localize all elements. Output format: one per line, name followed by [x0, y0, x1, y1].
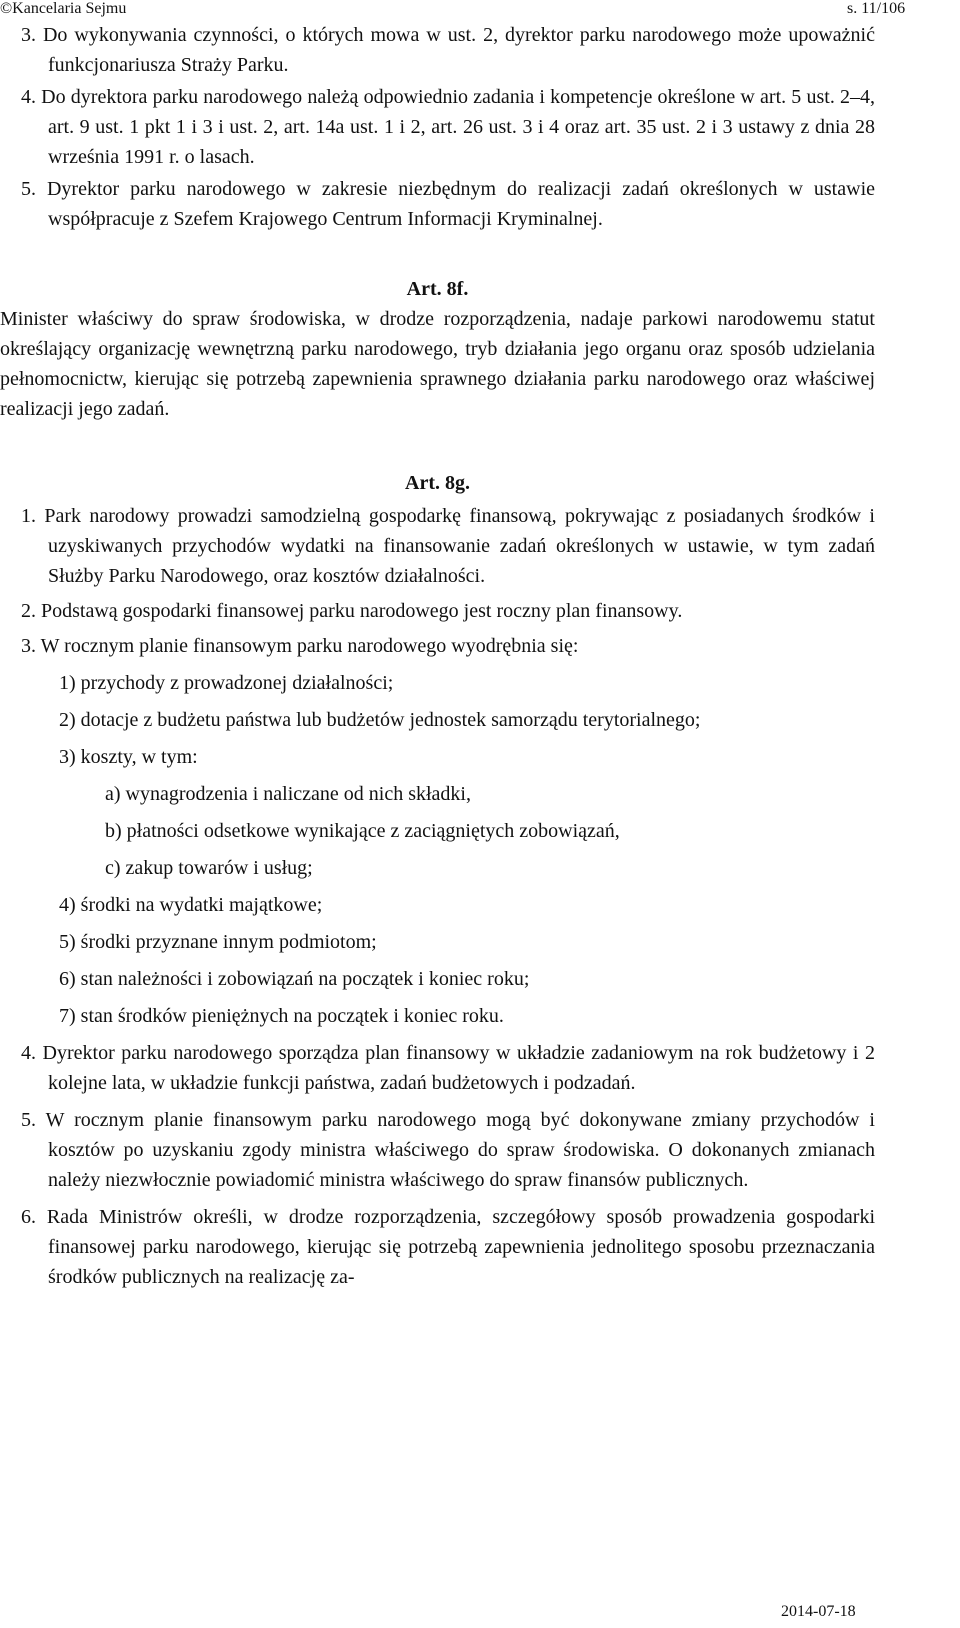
article-8g-par-2: 2. Podstawą gospodarki finansowej parku narodowego jest roczny plan finansowy.	[21, 600, 683, 622]
list-item: 7) stan środków pieniężnych na początek i koniec roku.	[59, 1005, 504, 1027]
list-item: 1) przychody z prowadzonej działalności;	[59, 672, 394, 694]
list-item: 4) środki na wydatki majątkowe;	[59, 894, 323, 916]
article-8f-text: Minister właściwy do spraw środowiska, w drodze rozporządzenia, nadaje parkowi narodowemu statut określający organizację wewnętrzną parku narodowego, tryb działania jego organu oraz sposób udzielania pełnomocnictw, kierując się potrzebą zapewnienia sprawnego działania parku narodowego oraz właściwej realizacji jego zadań.	[0, 308, 875, 420]
article-8g-par-1: 1. Park narodowy prowadzi samodzielną gospodarkę finansową, pokrywając z posiadanych środków i uzyskiwanych przychodów wydatki na finansowanie zadań określonych w ustawie, w tym zadań Służby Parku Narodowego, oraz kosztów działalności.	[21, 505, 875, 587]
article-8g-par-4: 4. Dyrektor parku narodowego sporządza plan finansowy w układzie zadaniowym na rok budżetowy i 2 kolejne lata, w układzie funkcji państwa, zadań budżetowych i podzadań.	[21, 1042, 875, 1094]
list-item: 5) środki przyznane innym podmiotom;	[59, 931, 377, 953]
header-page-number: s. 11/106	[847, 0, 906, 17]
sub-list-item: a) wynagrodzenia i naliczane od nich składki,	[105, 783, 471, 805]
article-8g-heading: Art. 8g.	[405, 472, 470, 494]
paragraph-4: 4. Do dyrektora parku narodowego należą odpowiednio zadania i kompetencje określone w art. 5 ust. 2–4, art. 9 ust. 1 pkt 1 i 3 i ust. 2, art. 14a ust. 1 i 2, art. 26 ust. 3 i 4 oraz art. 35 ust. 2 i 3 ustawy z dnia 28 września 1991 r. o lasach.	[21, 86, 875, 168]
article-8g-par-5: 5. W rocznym planie finansowym parku narodowego mogą być dokonywane zmiany przychodów i kosztów po uzyskaniu zgody ministra właściwego do spraw środowiska. O dokonanych zmianach należy niezwłocznie powiadomić ministra właściwego do spraw finansów publicznych.	[21, 1109, 875, 1191]
list-item: 6) stan należności i zobowiązań na początek i koniec roku;	[59, 968, 530, 990]
sub-list-item: b) płatności odsetkowe wynikające z zaciągniętych zobowiązań,	[105, 820, 620, 842]
paragraph-3: 3. Do wykonywania czynności, o których mowa w ust. 2, dyrektor parku narodowego może upoważnić funkcjonariusza Straży Parku.	[21, 24, 875, 76]
article-8g-par-3: 3. W rocznym planie finansowym parku narodowego wyodrębnia się:	[21, 635, 579, 657]
paragraph-5: 5. Dyrektor parku narodowego w zakresie niezbędnym do realizacji zadań określonych w ustawie współpracuje z Szefem Krajowego Centrum Informacji Kryminalnej.	[21, 178, 875, 230]
footer-date: 2014-07-18	[781, 1603, 856, 1620]
sub-list-item: c) zakup towarów i usług;	[105, 857, 313, 879]
document-body	[0, 20, 875, 1292]
list-item: 3) koszty, w tym:	[59, 746, 198, 768]
article-8f-heading: Art. 8f.	[406, 278, 469, 300]
article-8g-par-6: 6. Rada Ministrów określi, w drodze rozporządzenia, szczegółowy sposób prowadzenia gospodarki finansowej parku narodowego, kierując się potrzebą zapewnienia jednolitego sposobu przeznaczania środków publicznych na realizację za-	[21, 1206, 875, 1288]
header-copyright: ©Kancelaria Sejmu	[0, 0, 127, 17]
list-item: 2) dotacje z budżetu państwa lub budżetów jednostek samorządu terytorialnego;	[59, 709, 701, 731]
